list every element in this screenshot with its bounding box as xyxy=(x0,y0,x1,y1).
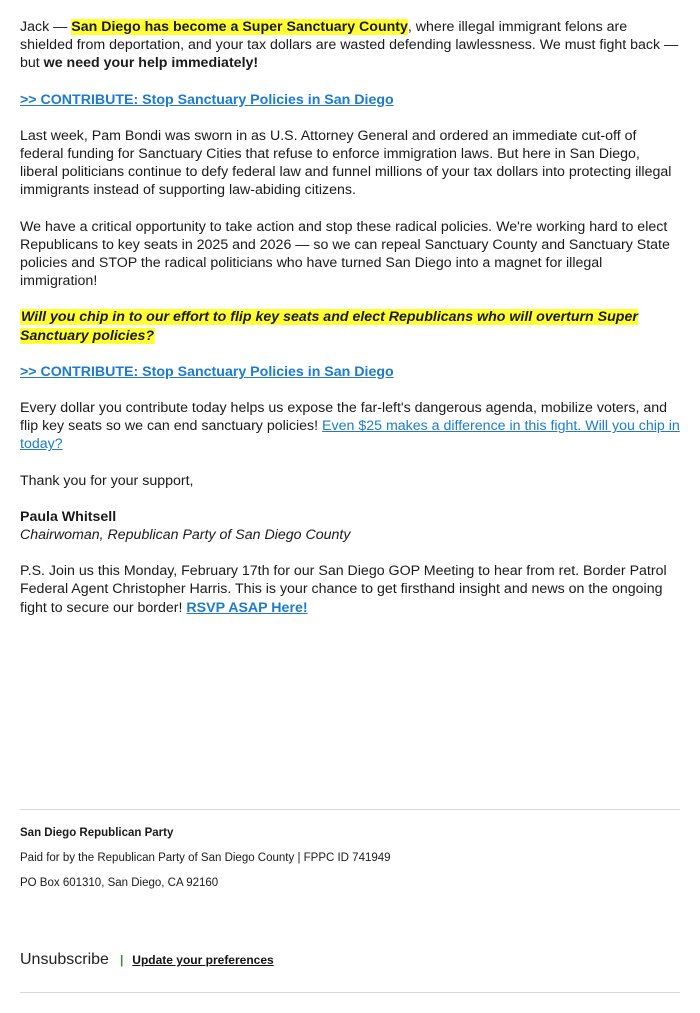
footer-paid-for: Paid for by the Republican Party of San Diego County | FPPC ID 741949 xyxy=(20,852,391,864)
thanks-text: Thank you for your support, xyxy=(20,472,194,489)
intro-paragraph xyxy=(20,18,680,73)
footer-address: PO Box 601310, San Diego, CA 92160 xyxy=(20,877,219,889)
highlighted-headline: San Diego has become a Super Sanctuary County xyxy=(71,19,408,35)
unsubscribe-row xyxy=(20,951,274,969)
email-footer xyxy=(20,809,680,968)
update-preferences-link[interactable]: Update your preferences xyxy=(132,953,274,967)
opportunity-paragraph: We have a critical opportunity to take action and stop these radical policies. We're working hard to elect Republicans to key seats in 2025 and 2026 — so we can repeal Sanctuary County and Sanctuary State policies and STOP the radical politicians who have turned San Diego into a magnet for illegal immigration! xyxy=(20,218,670,290)
footer-divider-top xyxy=(20,809,680,810)
dollar-text: Every dollar you contribute today helps us expose the far-left's dangerous agenda, mobilize voters, and flip key seats so we can end sanctuary policies! xyxy=(20,400,668,435)
signature-block xyxy=(20,508,680,544)
cta-paragraph-2 xyxy=(20,363,680,381)
rsvp-link[interactable]: RSVP ASAP Here! xyxy=(186,599,308,616)
email-body xyxy=(20,18,680,635)
greeting: Jack — xyxy=(20,19,72,35)
signature-name: Paula Whitsell xyxy=(20,508,117,525)
question-paragraph xyxy=(20,308,680,344)
footer-divider-bottom xyxy=(20,992,680,993)
cta-paragraph-1 xyxy=(20,91,680,109)
bondi-paragraph: Last week, Pam Bondi was sworn in as U.S. Attorney General and ordered an immediate cut-off of federal funding for Sanctuary Cities that refuse to enforce immigration laws. But here in San Diego, liberal politicians continue to defy federal law and funnel millions of your tax dollars into protecting illegal immigrants instead of supporting law-abiding citizens. xyxy=(20,127,672,199)
intro-urgent-text: we need your help immediately! xyxy=(43,55,259,72)
contribute-link-1[interactable]: >> CONTRIBUTE: Stop Sanctuary Policies in San Diego xyxy=(20,91,394,108)
contribute-link-2[interactable]: >> CONTRIBUTE: Stop Sanctuary Policies in San Diego xyxy=(20,363,394,380)
footer-org-name: San Diego Republican Party xyxy=(20,827,174,839)
dollar-paragraph xyxy=(20,399,680,454)
signature-title: Chairwoman, Republican Party of San Diego County xyxy=(20,527,351,544)
unsubscribe-link[interactable]: Unsubscribe xyxy=(20,951,109,968)
chip-in-link[interactable]: Even $25 makes a difference in this fight. Will you chip in today? xyxy=(20,418,680,453)
question-highlight: Will you chip in to our effort to flip key seats and elect Republicans who will overturn Super Sanctuary policies? xyxy=(20,309,638,344)
intro-text: , where illegal immigrant felons are shielded from deportation, and your tax dollars are wasted defending lawlessness. We must fight back — but xyxy=(20,19,679,72)
ps-paragraph xyxy=(20,562,680,617)
ps-text: P.S. Join us this Monday, February 17th for our San Diego GOP Meeting to hear from ret. Border Patrol Federal Agent Christopher Harris. This is your chance to get firsthand insight and news on the ongoing fight to secure our border! xyxy=(20,563,667,616)
footer-separator: | xyxy=(119,953,124,967)
